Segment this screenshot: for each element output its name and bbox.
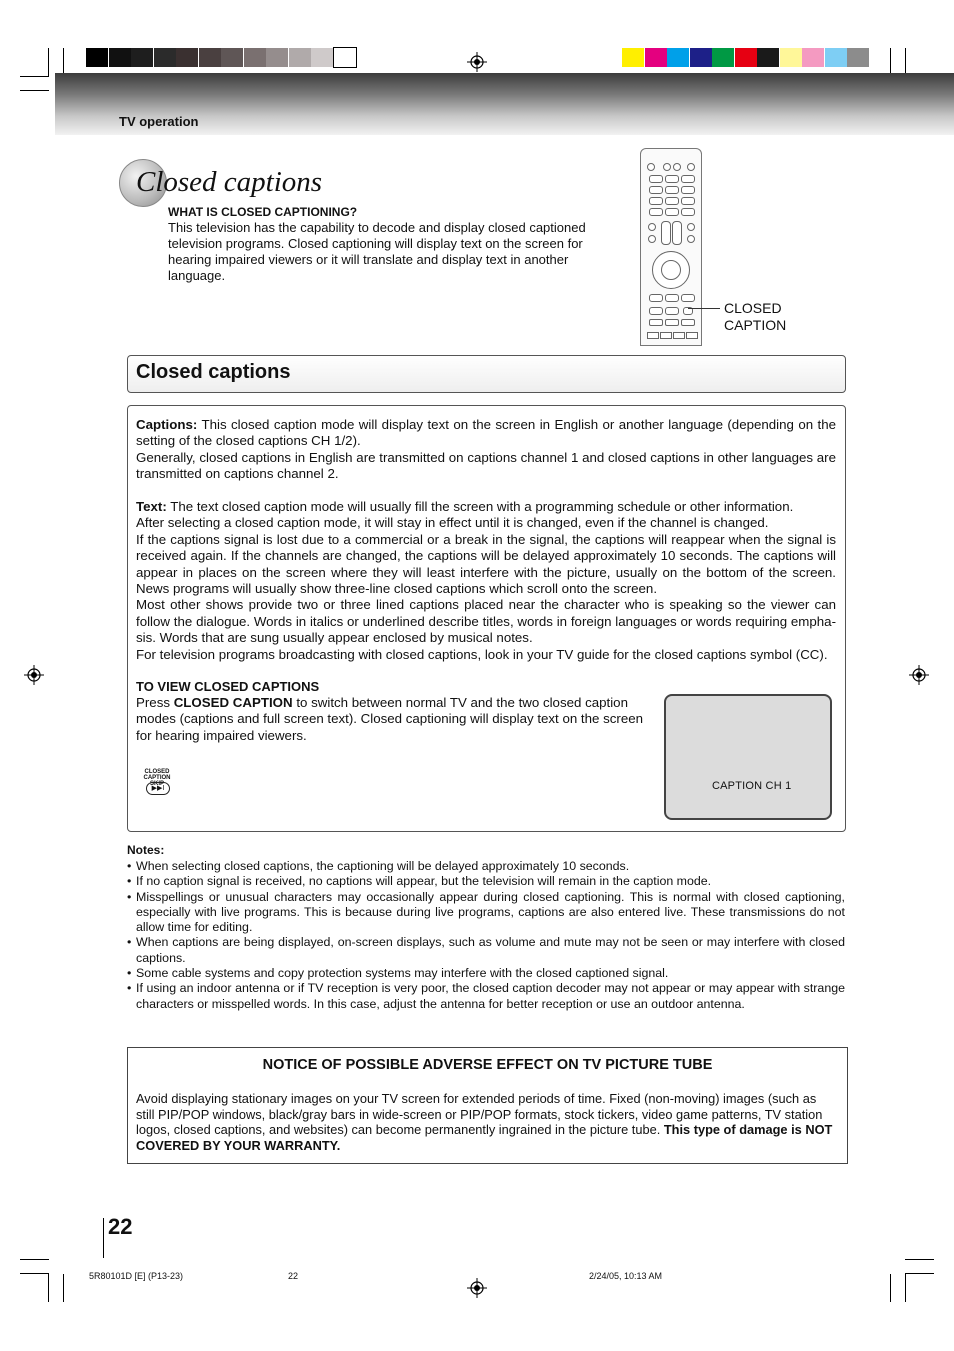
note-item: • When captions are being displayed, on-screen displays, such as volume and mute may not be seen or may interfere with closed captions. — [127, 935, 845, 966]
color-swatch — [645, 48, 667, 67]
gray-swatch — [289, 48, 311, 67]
remote-control-illustration — [640, 148, 702, 346]
gray-swatch — [266, 48, 288, 67]
color-swatch — [667, 48, 689, 67]
remote-label-line1: CLOSED — [724, 300, 782, 316]
para3: If the captions signal is lost due to a commercial or a break in the signal, the captions will reappear when the signal is received again. If the channels are changed, the captions will be delayed approximately 10 seconds. The captions will appear in places on the screen where they will least interfere with the picture, usually on the bottom of the screen. News programs will usually show three-line closed captions which scroll onto the screen. — [136, 531, 836, 597]
color-swatch — [622, 48, 644, 67]
para4: Most other shows provide two or three lined captions placed near the character who is speaking so the viewer can follow the dialogue. Words in italics or underlined describe titles, words in foreign languages or words requiring empha-sis. Words that are sung usually appear enclosed by musical notes. — [136, 597, 836, 646]
crop-mark — [20, 90, 49, 91]
remote-closed-caption-label — [724, 300, 786, 334]
gray-swatch — [109, 48, 131, 67]
intro-heading: WHAT IS CLOSED CAPTIONING? — [168, 205, 358, 219]
tv-screen-illustration — [664, 694, 832, 820]
note-item: • Some cable systems and copy protection systems may interfere with the closed captioned signal. — [127, 966, 845, 981]
crop-mark — [48, 48, 49, 76]
note-item: • If no caption signal is received, no captions will appear, but the television will remain in the caption mode. — [127, 874, 845, 889]
para5: For television programs broadcasting with closed captions, look in your TV guide for the closed captions symbol (CC). — [136, 646, 828, 662]
note-item: • When selecting closed captions, the captioning will be delayed approximately 10 seconds. — [127, 859, 845, 874]
intro-body: This television has the capability to decode and display closed captioned television programs. Closed captioning will display text on the screen for hearing impaired viewers or it will translate and display text in another language. — [168, 220, 586, 283]
crop-mark — [905, 48, 906, 76]
view-button-name: CLOSED CAPTION — [173, 695, 293, 710]
color-swatch — [780, 48, 802, 67]
view-rest: to switch between normal TV and the two closed caption modes (captions and full screen text). Closed captioning will display text on the screen for hearing impaired viewers. — [136, 695, 644, 743]
crop-mark — [890, 1274, 891, 1302]
gray-swatch — [154, 48, 176, 67]
text-label: Text: — [136, 499, 167, 515]
color-swatch — [847, 48, 869, 67]
captions-text: This closed caption mode will display text on the screen in English or another language (depending on the setting of the closed captions CH 1/2). — [136, 417, 836, 449]
main-text — [136, 417, 836, 663]
text-text: The text closed caption mode will usually fill the screen with a programming schedule or other information. — [166, 499, 794, 515]
color-swatch — [712, 48, 734, 67]
cc-button-label-line2: SKIP — [149, 781, 164, 787]
section-heading: Closed captions — [136, 361, 291, 383]
gray-swatch — [86, 48, 108, 67]
crop-mark — [890, 48, 891, 76]
tv-caption-text: CAPTION CH 1 — [712, 780, 792, 792]
color-swatch — [735, 48, 757, 67]
gray-swatch — [244, 48, 266, 67]
registration-mark-icon — [467, 52, 487, 72]
color-swatch — [802, 48, 824, 67]
crop-mark — [20, 1259, 49, 1260]
crop-mark — [48, 1274, 49, 1302]
para2: After selecting a closed caption mode, it will stay in effect until it is changed, even if the channel is changed. — [136, 515, 769, 531]
cc-button-label-line1: CLOSED CAPTION — [143, 769, 171, 781]
registration-mark-icon — [909, 665, 929, 685]
crop-mark — [20, 1273, 49, 1274]
skip-icon: ▶▶I — [146, 782, 170, 795]
gray-swatch — [334, 48, 356, 67]
callout-line — [688, 308, 720, 309]
gray-swatch — [199, 48, 221, 67]
captions-text2: Generally, closed captions in English are transmitted on captions channel 1 and closed captions in other languages are transmitted on captions channel 2. — [136, 449, 836, 482]
footer-page: 22 — [288, 1271, 299, 1281]
registration-mark-icon — [24, 665, 44, 685]
footer-file-id: 5R80101D [E] (P13-23) — [89, 1271, 184, 1281]
note-item: • If using an indoor antenna or if TV reception is very poor, the closed caption decoder may not appear or may appear with strange characters or misspelled words. In this case, adjust the antenna for better reception or use an outdoor antenna. — [127, 981, 845, 1012]
registration-mark-icon — [467, 1278, 487, 1298]
page-title: Closed captions — [136, 166, 323, 198]
view-heading: TO VIEW CLOSED CAPTIONS — [136, 679, 320, 694]
crop-mark — [63, 1274, 64, 1302]
notice-body — [136, 1091, 836, 1153]
footer-timestamp: 2/24/05, 10:13 AM — [589, 1271, 663, 1281]
gray-swatch — [311, 48, 333, 67]
remote-label-line2: CAPTION — [724, 317, 787, 333]
crop-mark — [905, 1259, 934, 1260]
page-number-rule — [103, 1218, 104, 1258]
crop-mark — [20, 76, 49, 77]
notice-title: NOTICE OF POSSIBLE ADVERSE EFFECT ON TV PICTURE TUBE — [262, 1057, 713, 1073]
color-swatch — [690, 48, 712, 67]
gray-swatch — [176, 48, 198, 67]
crop-mark — [905, 1274, 906, 1302]
page-number: 22 — [108, 1214, 133, 1239]
crop-mark — [905, 1273, 934, 1274]
color-swatch — [757, 48, 779, 67]
section-label: TV operation — [119, 114, 199, 129]
gray-swatch — [131, 48, 153, 67]
note-item: • Misspellings or unusual characters may occasionally appear during closed captioning. This is normal with closed captioning, especially with live programs. This is because during live programs, captions are also entered live. These transmissions do not allow time for editing. — [127, 890, 845, 936]
notice-body-text: Avoid displaying stationary images on your TV screen for extended periods of time. Fixed (non-moving) images (such as still PIP/POP windows, black/gray bars in wide-screen or PIP/POP formats, stock tickers, video game patterns, TV station logos, closed captions, and websites) can become permanently ingrained in the picture tube. — [136, 1091, 823, 1138]
view-body — [136, 695, 660, 744]
color-swatch — [825, 48, 847, 67]
crop-mark — [63, 48, 64, 76]
notes-list — [127, 859, 845, 1012]
notes-heading: Notes: — [127, 843, 165, 857]
view-press: Press — [136, 695, 174, 710]
gray-swatch — [221, 48, 243, 67]
captions-label: Captions: — [136, 417, 198, 432]
notice-warranty: This type of damage is NOT COVERED BY YOUR WARRANTY. — [136, 1122, 833, 1153]
